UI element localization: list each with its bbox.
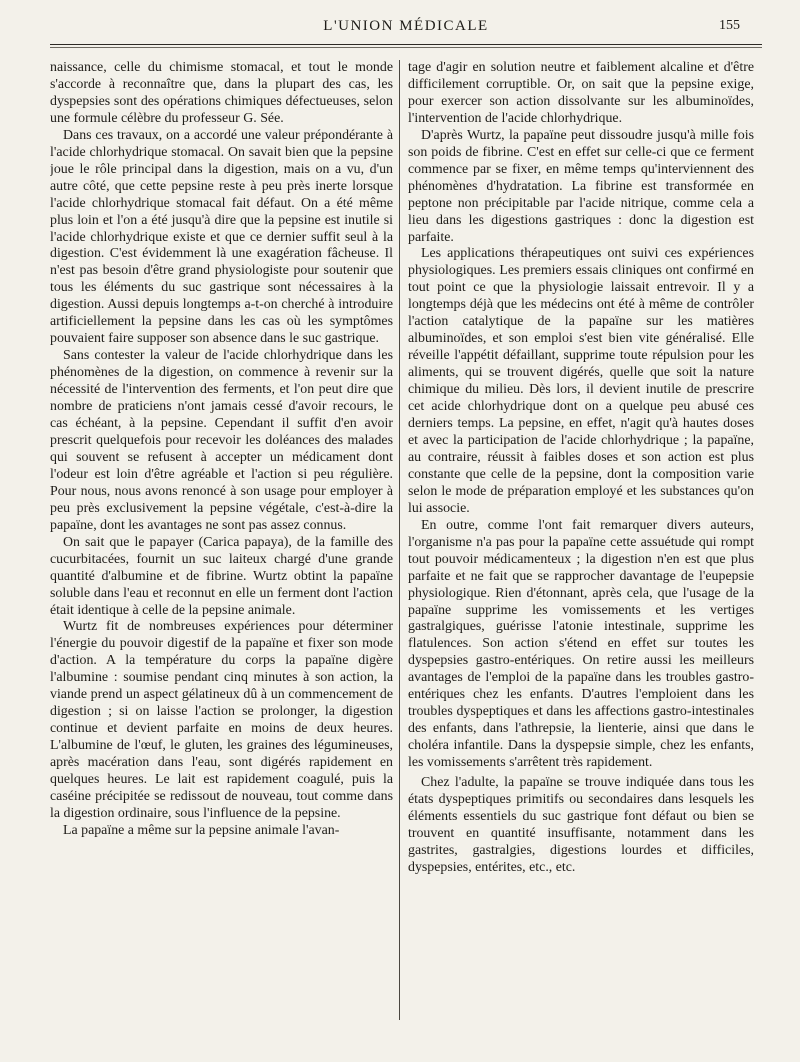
paragraph: En outre, comme l'ont fait remarquer divers auteurs, l'organisme n'a pas pour la papaïne cette assuétude qui rompt tout pouvoir médicamenteux ; la digestion n'en est que plus parfaite et ne fait que se rapprocher davantage de l'eupepsie physiologique. Rien d'étonnant, après cela, que l'usage de la papaïne supprime les vomissements et les vertiges gastralgiques, guérisse l'atonie intestinale, supprime les flatulences. Son action s'étend en effet sur toutes les dyspepsies gastro-entériques. On retire aussi les meilleurs avantages de l'emploi de la papaïne dans les troubles gastro-entériques chez les enfants. D'autres l'emploient dans les troubles dyspeptiques et dans les affections gastro-intestinales des enfants, dans l'athrepsie, la lienterie, ainsi que dans le choléra infantile. Dans la dyspepsie simple, chez les enfants, les vomissements s'arrêtent très rapidement.	[408, 517, 754, 771]
page-header	[50, 18, 762, 40]
paragraph: D'après Wurtz, la papaïne peut dissoudre jusqu'à mille fois son poids de fibrine. C'est en effet sur celle-ci que ce ferment commence par se fixer, en même temps qu'interviennent des phénomènes d'hydratation. La fibrine est transformée en peptone non précipitable par l'acide nitrique, comme cela a lieu dans les digestions gastriques : donc la digestion est parfaite.	[408, 127, 754, 245]
page-number: 155	[719, 18, 740, 33]
header-rule-secondary	[50, 47, 762, 48]
left-column	[50, 60, 393, 1020]
paragraph: Dans ces travaux, on a accordé une valeur prépondérante à l'acide chlorhydrique stomacal. On savait bien que la pepsine joue le rôle principal dans la digestion, mais on a vu, d'un autre côté, que cette pepsine reste à peu près inerte lorsque l'acide chlorhydrique stomacal fait défaut. On a été même plus loin et l'on a été jusqu'à dire que la pepsine est inutile si l'acide chlorhydrique existe et que ce dernier suffit seul à la digestion. C'est évidemment là une exagération fâcheuse. Il n'est pas besoin d'être grand physiologiste pour soutenir que tous les éléments du suc gastrique sont nécessaires à la digestion. Aussi depuis longtemps a-t-on cherché à introduire artificiellement la pepsine dans les cas où les symptômes pouvaient faire supposer son absence dans le suc gastrique.	[50, 127, 393, 347]
running-title: L'UNION MÉDICALE	[323, 18, 489, 34]
paragraph: tage d'agir en solution neutre et faiblement alcaline et d'être difficilement corruptible. Or, on sait que la pepsine exige, pour exercer son action dissolvante sur les albuminoïdes, l'intervention de l'acide chlorhydrique.	[408, 60, 754, 126]
header-rule	[50, 44, 762, 45]
paragraph: Sans contester la valeur de l'acide chlorhydrique dans les phénomènes de la digestion, on commence à revenir sur la nécessité de l'intervention des ferments, et l'on peut dire que nombre de praticiens n'ont jamais cessé d'avoir recours, le cas échéant, à la pepsine. Cependant il suffit d'en avoir prescrit quelquefois pour recevoir les doléances des malades qui souvent se refusent à accepter un médicament dont l'odeur est loin d'être agréable et l'action si peu régulière. Pour nous, nous avons renoncé à son usage pour employer à peu près exclusivement la pepsine végétale, c'est-à-dire la papaïne, dont les avantages ne sont pas assez connus.	[50, 348, 393, 533]
paragraph: Wurtz fit de nombreuses expériences pour déterminer l'énergie du pouvoir digestif de la papaïne et fixer son mode d'action. A la température du corps la papaïne digère l'albumine : soumise pendant cinq minutes à son action, la viande prend un aspect gélatineux dû à un commencement de digestion ; si on laisse l'action se prolonger, la digestion continue et devient parfaite en moins de deux heures. L'albumine de l'œuf, le gluten, les graines des légumineuses, après macération dans l'eau, sont digérés rapidement en quelques heures. Le lait est rapidement coagulé, puis la caséine précipitée se redissout de nouveau, tout comme dans la digestion ordinaire, sous l'influence de la pepsine.	[50, 619, 393, 821]
column-divider	[399, 60, 400, 1020]
paragraph: naissance, celle du chimisme stomacal, et tout le monde s'accorde à reconnaître que, dans la plupart des cas, les dyspepsies sont des opérations chimiques défectueuses, selon une formule célèbre du professeur G. Sée.	[50, 60, 393, 126]
right-column	[408, 60, 754, 1020]
paragraph: Chez l'adulte, la papaïne se trouve indiquée dans tous les états dyspeptiques primitifs ou secondaires dans lesquels les éléments essentiels du suc gastrique font défaut ou bien se trouvent en quantité insuffisante, notamment dans les gastrites, gastralgies, digestions lourdes et difficiles, dyspepsies, entérites, etc., etc.	[408, 775, 754, 875]
paragraph: Les applications thérapeutiques ont suivi ces expériences physiologiques. Les premiers essais cliniques ont confirmé en tout point ce que la physiologie laissait entrevoir. Il y a longtemps déjà que les médecins ont été à même de contrôler l'action catalytique de la papaïne sur les matières albuminoïdes, et son emploi s'est bien vite généralisé. Elle réveille l'appétit défaillant, supprime toute répulsion pour les aliments, qui se trouvent digérés, quelle que soit la nature chimique du milieu. Dès lors, il devient inutile de prescrire cet acide chlorhydrique dont on a quelque peu abusé ces derniers temps. La pepsine, en effet, n'agit qu'à hautes doses et avec la participation de l'acide chlorhydrique ; la papaïne, au contraire, réussit à faibles doses et son action est plus constante que celle de la pepsine, dont la composition varie selon le mode de préparation employé et les substances qu'on lui associe.	[408, 246, 754, 516]
paragraph: On sait que le papayer (Carica papaya), de la famille des cucurbitacées, fournit un suc laiteux chargé d'une grande quantité d'albumine et de fibrine. Wurtz obtint la papaïne soluble dans l'eau et reconnut en elle un ferment dont l'action était identique à celle de la pepsine animale.	[50, 534, 393, 618]
paragraph: La papaïne a même sur la pepsine animale l'avan-	[63, 822, 340, 838]
